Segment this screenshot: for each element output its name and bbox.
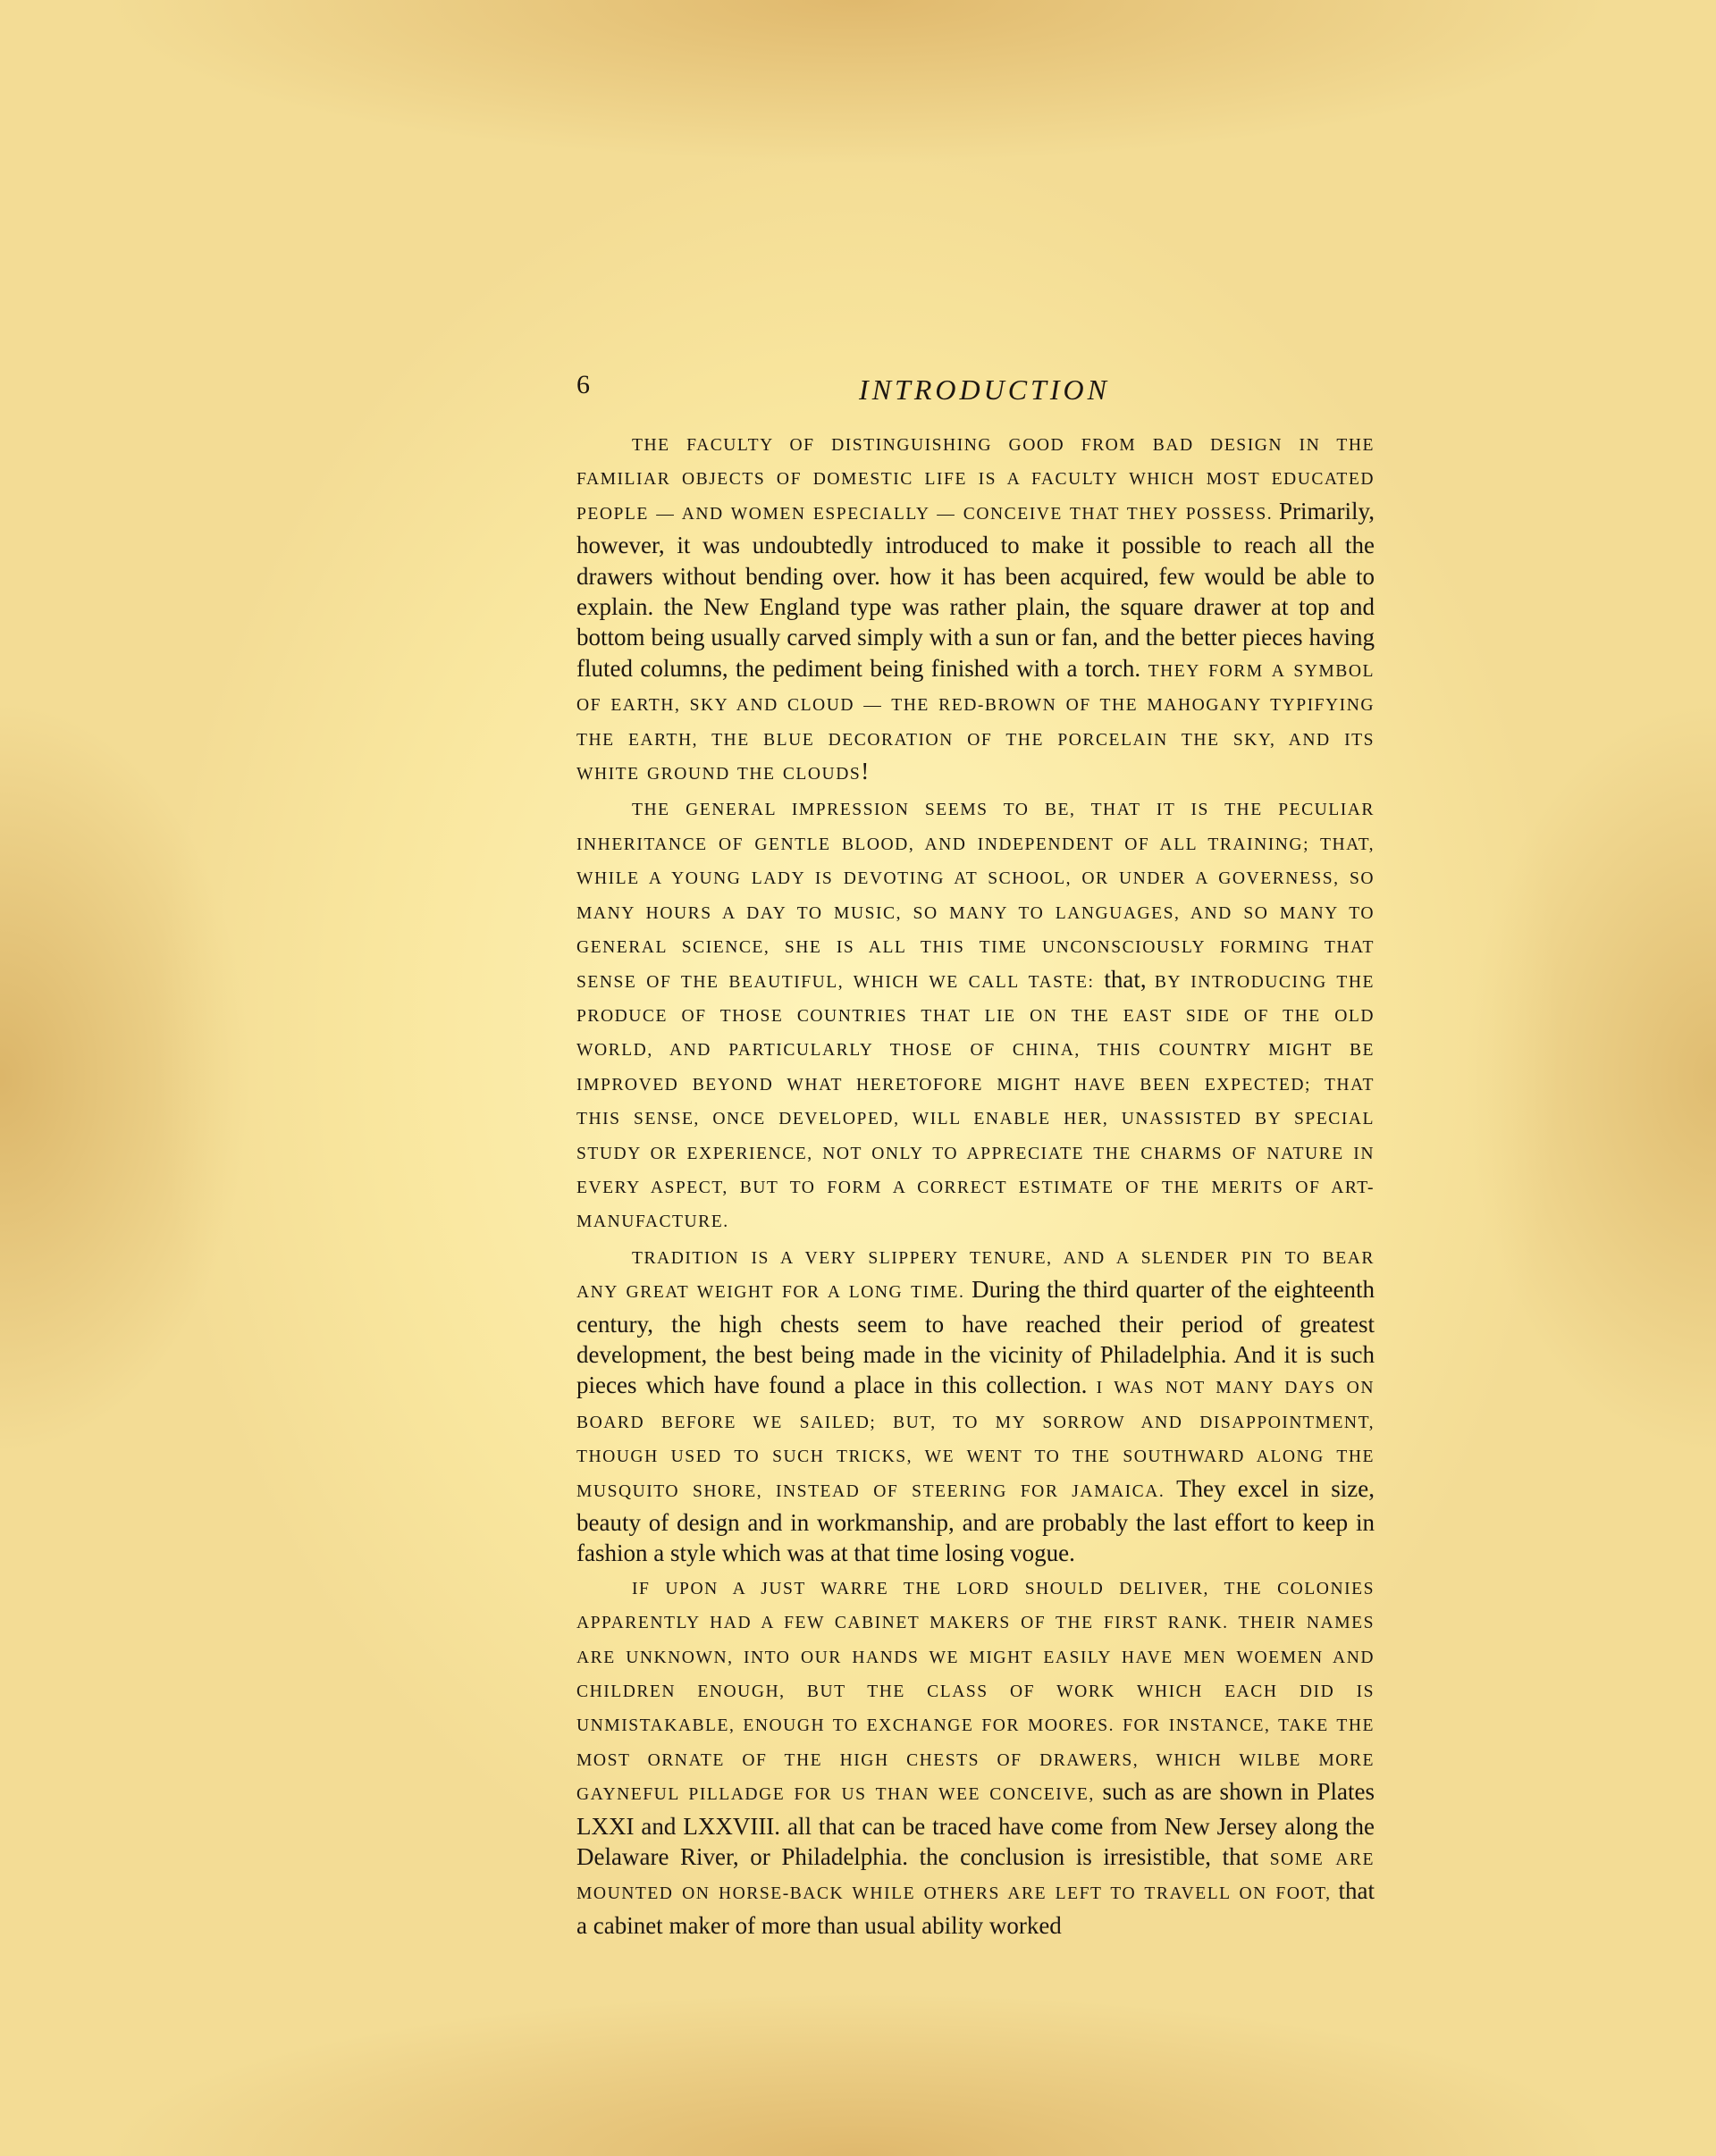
text-segment: Primarily, however, it was undoubtedly introduced to make it possible to reach all the drawers without bending over. how it has been acquired, few would be able to explain. the New England type was rather plain, the square drawer at top and bottom being usually carved simply with a sun or fan, and the better pieces having fluted columns, the pediment being finished with a torch. [576, 497, 1375, 682]
chapter-title: INTRODUCTION [859, 373, 1110, 406]
text-segment: IF UPON A JUST WARRE THE LORD SHOULD DELIVER, THE COLONIES APPARENTLY HAD A FEW CABINET MAKERS OF THE FIRST RANK. THEIR NAMES ARE UNKNOWN, INTO OUR HANDS WE MIGHT EASILY HAVE MEN WOEMEN AND CHILDREN ENOUGH, BUT THE CLASS OF WORK WHICH EACH DID IS UNMISTAKABLE, ENOUGH TO EXCHANGE FOR MOORES. FOR INSTANCE, TAKE THE MOST ORNATE OF THE HIGH CHESTS OF DRAWERS, WHICH WILBE MORE GAYNEFUL PILLADGE FOR US THAN WEE CONCEIVE, [576, 1579, 1375, 1805]
paragraph-2 [576, 792, 1375, 1237]
paragraph-1 [576, 427, 1375, 790]
text-segment: During the third quarter of the eighteenth century, the high chests seem to have reached their period of greatest development, the best being made in the vicinity of Philadelphia. And it is such pieces which have found a place in this collection. [576, 1276, 1375, 1399]
text-segment: THEY FORM A SYMBOL OF EARTH, SKY AND CLOUD — THE RED-BROWN OF THE MAHOGANY TYPIFYING THE EARTH, THE BLUE DECORATION OF THE PORCELAIN THE SKY, AND ITS WHITE GROUND THE CLOUDS [576, 661, 1375, 784]
text-segment: THE FACULTY OF DISTINGUISHING GOOD FROM BAD DESIGN IN THE FAMILIAR OBJECTS OF DOMESTIC LIFE IS A FACULTY WHICH MOST EDUCATED PEOPLE — AND WOMEN ESPECIALLY — CONCEIVE THAT THEY POSSESS. [576, 436, 1375, 524]
paragraph-4 [576, 1571, 1375, 1941]
running-head [576, 366, 1375, 409]
text-segment: such as are shown in Plates LXXI and LXXVIII. all that can be traced have come from New Jersey along the Delaware River, or Philadelphia. the conclusion is irresistible, that [576, 1778, 1375, 1871]
text-segment: SOME ARE MOUNTED ON HORSE-BACK WHILE OTHERS ARE LEFT TO TRAVELL ON FOOT, [576, 1850, 1375, 1904]
text-segment: BY INTRODUCING THE PRODUCE OF THOSE COUNTRIES THAT LIE ON THE EAST SIDE OF THE OLD WORLD, AND PARTICULARLY THOSE OF CHINA, THIS COUNTRY MIGHT BE IMPROVED BEYOND WHAT HERETOFORE MIGHT HAVE BEEN EXPECTED; THAT THIS SENSE, ONCE DEVELOPED, WILL ENABLE HER, UNASSISTED BY SPECIAL STUDY OR EXPERIENCE, NOT ONLY TO APPRECIATE THE CHARMS OF NATURE IN EVERY ASPECT, BUT TO FORM A CORRECT ESTIMATE OF THE MERITS OF ART-MANUFACTURE. [576, 972, 1375, 1232]
text-segment: ! [861, 758, 870, 785]
text-segment: TRADITION IS A VERY SLIPPERY TENURE, AND A SLENDER PIN TO BEAR ANY GREAT WEIGHT FOR A LONG TIME. [576, 1248, 1375, 1303]
text-segment: that a cabinet maker of more than usual ability worked [576, 1877, 1375, 1939]
page-text-block [576, 366, 1375, 1942]
text-segment: that, [1104, 965, 1155, 993]
text-segment: I WAS NOT MANY DAYS ON BOARD BEFORE WE SAILED; BUT, TO MY SORROW AND DISAPPOINTMENT, THOUGH USED TO SUCH TRICKS, WE WENT TO THE SOUTHWARD ALONG THE MUSQUITO SHORE, INSTEAD OF STEERING FOR JAMAICA. [576, 1379, 1375, 1501]
text-segment: They excel in size, beauty of design and in workmanship, and are probably the last effort to keep in fashion a style which was at that time losing vogue. [576, 1474, 1375, 1567]
paragraph-3 [576, 1240, 1375, 1569]
page-number: 6 [576, 370, 590, 399]
text-segment: THE GENERAL IMPRESSION SEEMS TO BE, THAT IT IS THE PECULIAR INHERITANCE OF GENTLE BLOOD, AND INDEPENDENT OF ALL TRAINING; THAT, WHILE A YOUNG LADY IS DEVOTING AT SCHOOL, OR UNDER A GOVERNESS, SO MANY HOURS A DAY TO MUSIC, SO MANY TO LANGUAGES, AND SO MANY TO GENERAL SCIENCE, SHE IS ALL THIS TIME UNCONSCIOUSLY FORMING THAT SENSE OF THE BEAUTIFUL, WHICH WE CALL TASTE: [576, 801, 1375, 992]
